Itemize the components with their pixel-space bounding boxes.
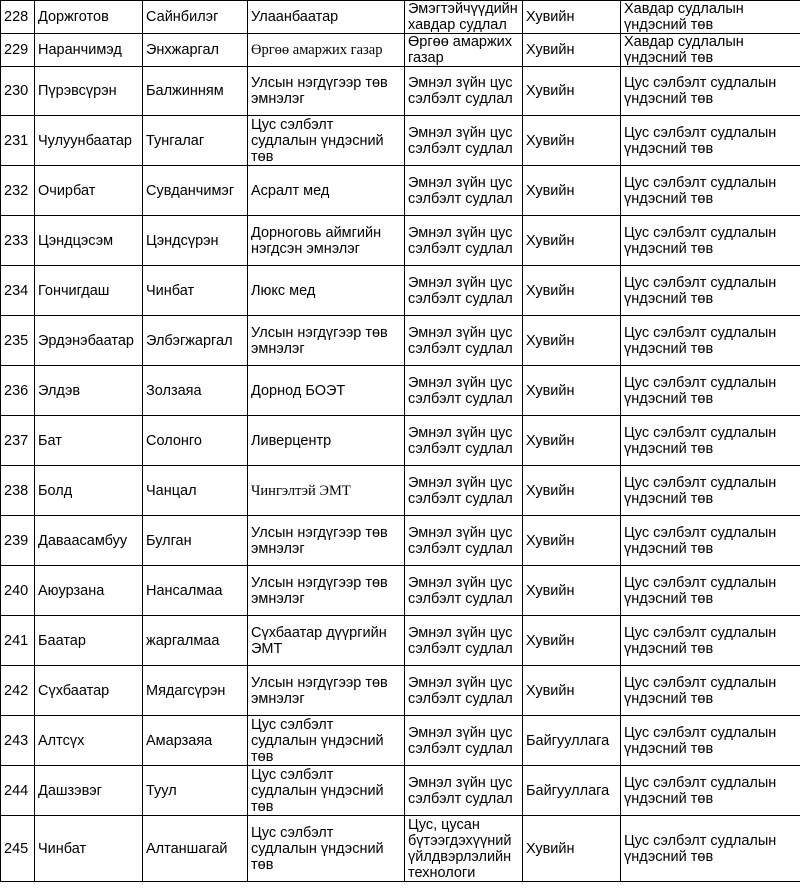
table-row bbox=[1, 416, 800, 466]
organization: Цус сэлбэлт судлалын үндэсний төв bbox=[248, 116, 405, 166]
first-name: Сайнбилэг bbox=[143, 1, 248, 34]
organization: Дорноговь аймгийн нэгдсэн эмнэлэг bbox=[248, 216, 405, 266]
national-center: Цус сэлбэлт судлалын үндэсний төв bbox=[621, 116, 800, 166]
last-name: Цэндцэсэм bbox=[35, 216, 143, 266]
last-name: Аюурзана bbox=[35, 566, 143, 616]
organization: Улаанбаатар bbox=[248, 1, 405, 34]
specialty: Эмнэл зүйн цус сэлбэлт судлал bbox=[405, 166, 523, 216]
ownership-type: Хувийн bbox=[523, 616, 621, 666]
row-number: 243 bbox=[1, 716, 35, 766]
first-name: Цэндсүрэн bbox=[143, 216, 248, 266]
organization: Улсын нэгдүгээр төв эмнэлэг bbox=[248, 666, 405, 716]
national-center: Цус сэлбэлт судлалын үндэсний төв bbox=[621, 216, 800, 266]
first-name: Туул bbox=[143, 766, 248, 816]
first-name: Амарзаяа bbox=[143, 716, 248, 766]
last-name: Баатар bbox=[35, 616, 143, 666]
row-number: 241 bbox=[1, 616, 35, 666]
national-center: Цус сэлбэлт судлалын үндэсний төв bbox=[621, 466, 800, 516]
table-row bbox=[1, 266, 800, 316]
organization: Сүхбаатар дүүргийн ЭМТ bbox=[248, 616, 405, 666]
last-name: Даваасамбуу bbox=[35, 516, 143, 566]
specialty: Эмнэл зүйн цус сэлбэлт судлал bbox=[405, 416, 523, 466]
organization: Улсын нэгдүгээр төв эмнэлэг bbox=[248, 67, 405, 116]
last-name: Болд bbox=[35, 466, 143, 516]
table-row bbox=[1, 316, 800, 366]
ownership-type: Хувийн bbox=[523, 416, 621, 466]
row-number: 238 bbox=[1, 466, 35, 516]
specialty: Эмнэл зүйн цус сэлбэлт судлал bbox=[405, 666, 523, 716]
table-row bbox=[1, 566, 800, 616]
specialty: Эмэгтэйчүүдийн хавдар судлал bbox=[405, 1, 523, 34]
ownership-type: Хувийн bbox=[523, 366, 621, 416]
ownership-type: Хувийн bbox=[523, 666, 621, 716]
first-name: Балжинням bbox=[143, 67, 248, 116]
specialty: Эмнэл зүйн цус сэлбэлт судлал bbox=[405, 266, 523, 316]
table-row bbox=[1, 67, 800, 116]
specialty: Эмнэл зүйн цус сэлбэлт судлал bbox=[405, 766, 523, 816]
row-number: 235 bbox=[1, 316, 35, 366]
row-number: 234 bbox=[1, 266, 35, 316]
national-center: Цус сэлбэлт судлалын үндэсний төв bbox=[621, 416, 800, 466]
table-row bbox=[1, 516, 800, 566]
ownership-type: Байгууллага bbox=[523, 716, 621, 766]
row-number: 237 bbox=[1, 416, 35, 466]
specialty: Эмнэл зүйн цус сэлбэлт судлал bbox=[405, 116, 523, 166]
national-center: Цус сэлбэлт судлалын үндэсний төв bbox=[621, 766, 800, 816]
row-number: 236 bbox=[1, 366, 35, 416]
table-row bbox=[1, 766, 800, 816]
first-name: Элбэгжаргал bbox=[143, 316, 248, 366]
specialty: Эмнэл зүйн цус сэлбэлт судлал bbox=[405, 516, 523, 566]
last-name: Чулуунбаатар bbox=[35, 116, 143, 166]
first-name: Чанцал bbox=[143, 466, 248, 516]
row-number: 242 bbox=[1, 666, 35, 716]
specialty: Эмнэл зүйн цус сэлбэлт судлал bbox=[405, 216, 523, 266]
specialty: Эмнэл зүйн цус сэлбэлт судлал bbox=[405, 616, 523, 666]
organization: Улсын нэгдүгээр төв эмнэлэг bbox=[248, 516, 405, 566]
ownership-type: Хувийн bbox=[523, 166, 621, 216]
organization: Цус сэлбэлт судлалын үндэсний төв bbox=[248, 816, 405, 882]
table-row bbox=[1, 466, 800, 516]
ownership-type: Хувийн bbox=[523, 216, 621, 266]
first-name: Алтаншагай bbox=[143, 816, 248, 882]
ownership-type: Хувийн bbox=[523, 816, 621, 882]
national-center: Цус сэлбэлт судлалын үндэсний төв bbox=[621, 316, 800, 366]
row-number: 230 bbox=[1, 67, 35, 116]
organization: Цус сэлбэлт судлалын үндэсний төв bbox=[248, 716, 405, 766]
table-row bbox=[1, 666, 800, 716]
specialty: Эмнэл зүйн цус сэлбэлт судлал bbox=[405, 566, 523, 616]
specialty: Цус, цусан бүтээгдэхүүний үйлдвэрлэлийн технологи bbox=[405, 816, 523, 882]
last-name: Доржготов bbox=[35, 1, 143, 34]
specialty: Өргөө амаржих газар bbox=[405, 34, 523, 67]
organization: Ливерцентр bbox=[248, 416, 405, 466]
last-name: Наранчимэд bbox=[35, 34, 143, 67]
last-name: Алтсүх bbox=[35, 716, 143, 766]
national-center: Цус сэлбэлт судлалын үндэсний төв bbox=[621, 166, 800, 216]
last-name: Эрдэнэбаатар bbox=[35, 316, 143, 366]
organization: Цус сэлбэлт судлалын үндэсний төв bbox=[248, 766, 405, 816]
organization: Асралт мед bbox=[248, 166, 405, 216]
table-row bbox=[1, 116, 800, 166]
specialty: Эмнэл зүйн цус сэлбэлт судлал bbox=[405, 316, 523, 366]
national-center: Цус сэлбэлт судлалын үндэсний төв bbox=[621, 516, 800, 566]
organization: Дорнод БОЭТ bbox=[248, 366, 405, 416]
last-name: Очирбат bbox=[35, 166, 143, 216]
ownership-type: Хувийн bbox=[523, 266, 621, 316]
first-name: Солонго bbox=[143, 416, 248, 466]
ownership-type: Хувийн bbox=[523, 466, 621, 516]
national-center: Хавдар судлалын үндэсний төв bbox=[621, 1, 800, 34]
specialty: Эмнэл зүйн цус сэлбэлт судлал bbox=[405, 67, 523, 116]
national-center: Цус сэлбэлт судлалын үндэсний төв bbox=[621, 666, 800, 716]
row-number: 232 bbox=[1, 166, 35, 216]
national-center: Хавдар судлалын үндэсний төв bbox=[621, 34, 800, 67]
ownership-type: Хувийн bbox=[523, 67, 621, 116]
row-number: 233 bbox=[1, 216, 35, 266]
last-name: Элдэв bbox=[35, 366, 143, 416]
organization: Люкс мед bbox=[248, 266, 405, 316]
row-number: 245 bbox=[1, 816, 35, 882]
first-name: Золзаяа bbox=[143, 366, 248, 416]
table-row bbox=[1, 366, 800, 416]
row-number: 240 bbox=[1, 566, 35, 616]
last-name: Пүрэвсүрэн bbox=[35, 67, 143, 116]
first-name: Мядагсүрэн bbox=[143, 666, 248, 716]
first-name: Энхжаргал bbox=[143, 34, 248, 67]
national-center: Цус сэлбэлт судлалын үндэсний төв bbox=[621, 266, 800, 316]
table-row bbox=[1, 34, 800, 67]
last-name: Дашзэвэг bbox=[35, 766, 143, 816]
row-number: 231 bbox=[1, 116, 35, 166]
organization: Чингэлтэй ЭМТ bbox=[248, 466, 405, 516]
ownership-type: Хувийн bbox=[523, 316, 621, 366]
ownership-type: Хувийн bbox=[523, 516, 621, 566]
row-number: 244 bbox=[1, 766, 35, 816]
specialty: Эмнэл зүйн цус сэлбэлт судлал bbox=[405, 466, 523, 516]
ownership-type: Хувийн bbox=[523, 116, 621, 166]
last-name: Сүхбаатар bbox=[35, 666, 143, 716]
ownership-type: Хувийн bbox=[523, 566, 621, 616]
table-row bbox=[1, 716, 800, 766]
table-row bbox=[1, 1, 800, 34]
organization: Өргөө амаржих газар bbox=[248, 34, 405, 67]
first-name: Нансалмаа bbox=[143, 566, 248, 616]
organization: Улсын нэгдүгээр төв эмнэлэг bbox=[248, 316, 405, 366]
national-center: Цус сэлбэлт судлалын үндэсний төв bbox=[621, 616, 800, 666]
first-name: Сувданчимэг bbox=[143, 166, 248, 216]
national-center: Цус сэлбэлт судлалын үндэсний төв bbox=[621, 566, 800, 616]
row-number: 228 bbox=[1, 1, 35, 34]
first-name: Чинбат bbox=[143, 266, 248, 316]
ownership-type: Хувийн bbox=[523, 34, 621, 67]
table-row bbox=[1, 216, 800, 266]
table-row bbox=[1, 616, 800, 666]
specialty: Эмнэл зүйн цус сэлбэлт судлал bbox=[405, 366, 523, 416]
table-row bbox=[1, 166, 800, 216]
national-center: Цус сэлбэлт судлалын үндэсний төв bbox=[621, 716, 800, 766]
row-number: 229 bbox=[1, 34, 35, 67]
national-center: Цус сэлбэлт судлалын үндэсний төв bbox=[621, 816, 800, 882]
table-row bbox=[1, 816, 800, 882]
organization: Улсын нэгдүгээр төв эмнэлэг bbox=[248, 566, 405, 616]
ownership-type: Хувийн bbox=[523, 1, 621, 34]
first-name: Булган bbox=[143, 516, 248, 566]
last-name: Чинбат bbox=[35, 816, 143, 882]
first-name: Тунгалаг bbox=[143, 116, 248, 166]
specialty: Эмнэл зүйн цус сэлбэлт судлал bbox=[405, 716, 523, 766]
national-center: Цус сэлбэлт судлалын үндэсний төв bbox=[621, 366, 800, 416]
first-name: жаргалмаа bbox=[143, 616, 248, 666]
row-number: 239 bbox=[1, 516, 35, 566]
last-name: Гончигдаш bbox=[35, 266, 143, 316]
last-name: Бат bbox=[35, 416, 143, 466]
national-center: Цус сэлбэлт судлалын үндэсний төв bbox=[621, 67, 800, 116]
ownership-type: Байгууллага bbox=[523, 766, 621, 816]
